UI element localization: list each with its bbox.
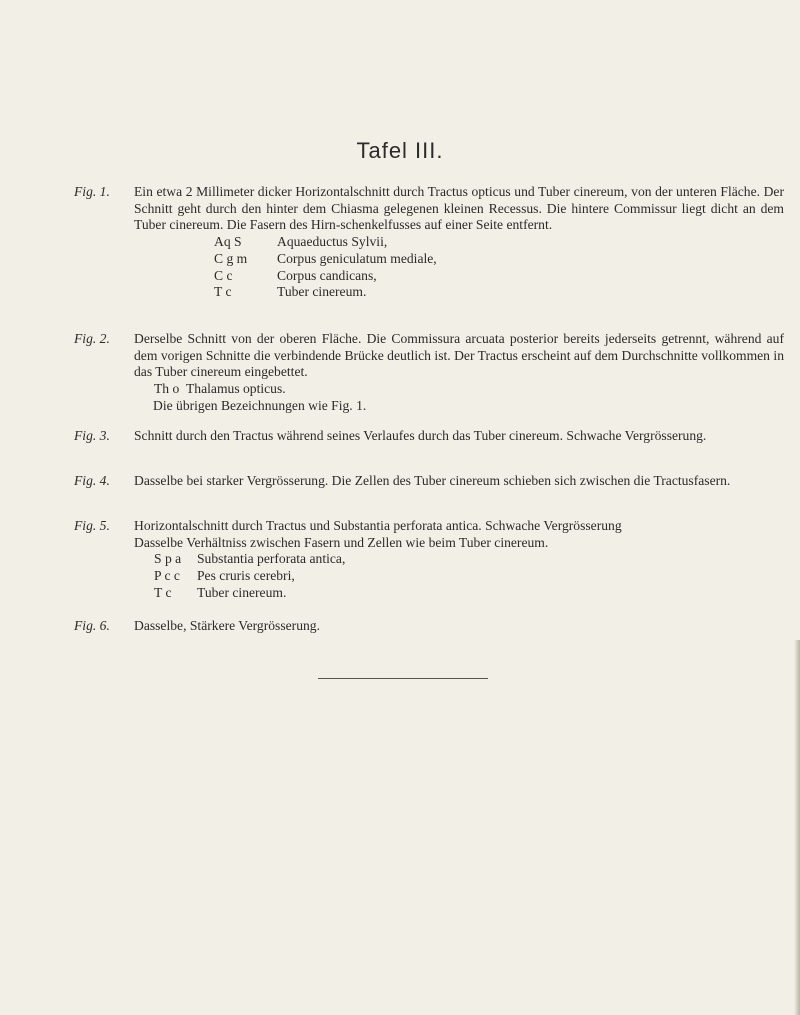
abbreviation-value: Corpus candicans, xyxy=(277,267,377,283)
plate-title: Tafel III. xyxy=(356,138,444,163)
figure-paragraph: Derselbe Schnitt von der oberen Fläche. Die Commissura arcuata posterior bereits jederseits getrennt, während auf dem vorigen Schnitte die verbindende Brücke deutlich ist. Der Tractus erscheint auf dem Durchschnitte vollkommen in das Tuber cinereum eingebettet. xyxy=(134,331,784,380)
figure-paragraph: Dasselbe Verhältniss zwischen Fasern und Zellen wie beim Tuber cinereum. xyxy=(134,534,549,550)
abbreviation-key: C g m xyxy=(214,250,248,266)
figure-6-entry xyxy=(74,618,784,635)
figure-paragraph: Horizontalschnitt durch Tractus und Substantia perforata antica. Schwache Vergrösserung xyxy=(134,518,622,533)
abbreviation-value: Tuber cinereum. xyxy=(277,284,367,300)
abbreviation-key: T c xyxy=(154,584,172,600)
figure-5-entry xyxy=(74,518,784,602)
figure-description xyxy=(134,473,784,490)
figure-label: Fig. 1. xyxy=(74,184,110,199)
abbreviation-key: P c c xyxy=(154,568,180,584)
abbreviation-key: Th o xyxy=(154,381,180,397)
abbreviation-value: Pes cruris cerebri, xyxy=(197,568,295,584)
abbreviation-row xyxy=(154,551,784,568)
page-edge-shadow xyxy=(794,640,800,1015)
abbreviation-row xyxy=(214,268,784,285)
figure-label: Fig. 3. xyxy=(74,428,110,443)
figure-label: Fig. 4. xyxy=(74,473,110,488)
abbreviation-key: S p a xyxy=(154,551,182,567)
figure-note: Die übrigen Bezeichnungen wie Fig. 1. xyxy=(153,397,367,413)
abbreviation-list xyxy=(154,551,784,601)
abbreviation-key: Aq S xyxy=(214,234,242,250)
figure-description xyxy=(134,618,784,635)
abbreviation-list xyxy=(214,234,784,301)
abbreviation-row xyxy=(154,585,784,602)
abbreviation-row xyxy=(214,234,784,251)
abbreviation-value: Tuber cinereum. xyxy=(197,584,287,600)
abbreviation-key: T c xyxy=(214,284,232,300)
abbreviation-row xyxy=(154,381,784,398)
figure-description xyxy=(134,331,784,415)
abbreviation-value: Aquaeductus Sylvii, xyxy=(277,234,388,250)
figure-3-entry xyxy=(74,428,784,445)
figure-4-entry xyxy=(74,473,784,490)
figure-label: Fig. 6. xyxy=(74,618,110,633)
figure-label: Fig. 2. xyxy=(74,331,110,346)
abbreviation-value: Thalamus opticus. xyxy=(186,381,286,397)
figure-2-entry xyxy=(74,331,784,415)
figure-paragraph: Dasselbe, Stärkere Vergrösserung. xyxy=(134,618,320,633)
abbreviation-row xyxy=(154,568,784,585)
figure-label: Fig. 5. xyxy=(74,518,110,533)
abbreviation-list xyxy=(154,381,784,398)
figure-paragraph: Schnitt durch den Tractus während seines Verlaufes durch das Tuber cinereum. Schwache Vergrösserung. xyxy=(134,428,707,443)
figure-description xyxy=(134,428,784,445)
figure-paragraph: Dasselbe bei starker Vergrösserung. Die Zellen des Tuber cinereum schieben sich zwischen die Tractusfasern. xyxy=(134,473,731,488)
abbreviation-row xyxy=(214,251,784,268)
abbreviation-key: C c xyxy=(214,267,233,283)
figure-description xyxy=(134,518,784,602)
figure-1-entry xyxy=(74,184,784,301)
figure-paragraph: Ein etwa 2 Millimeter dicker Horizontalschnitt durch Tractus opticus und Tuber cinereum, von der unteren Fläche. Der Schnitt geht durch den hinter dem Chiasma gelegenen kleinen Recessus. Die hintere Commissur liegt dicht an dem Tuber cinereum. Die Fasern des Hirn-schenkelfusses auf einer Seite entfernt. xyxy=(134,184,784,233)
abbreviation-row xyxy=(214,284,784,301)
closing-rule xyxy=(318,678,488,679)
abbreviation-value: Corpus geniculatum mediale, xyxy=(277,250,437,266)
figure-description xyxy=(134,184,784,301)
abbreviation-value: Substantia perforata antica, xyxy=(197,551,346,567)
